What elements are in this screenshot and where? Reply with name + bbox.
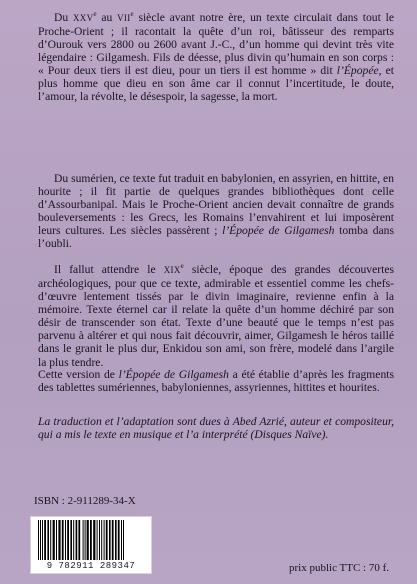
barcode-bar — [118, 520, 120, 560]
barcode-bar — [65, 520, 66, 560]
barcode-bar — [104, 520, 105, 560]
barcode-bar — [56, 520, 57, 560]
barcode-bar — [58, 520, 60, 560]
isbn-label: ISBN : 2-911289-34-X — [34, 495, 136, 507]
paragraph-rediscovery — [38, 260, 394, 369]
italic-title: l’Épopée de Gilgamesh — [222, 224, 335, 238]
paragraph-version — [38, 368, 394, 394]
barcode-bar — [85, 520, 86, 560]
superscript: e — [180, 262, 184, 270]
century-numeral: XXV — [73, 12, 94, 23]
barcode — [30, 516, 152, 574]
text: La traduction et l’adaptation sont dues à Abed Azrié, auteur et compositeur, qui a mis le texte en musique et l’a interprété (Disques Naïve). — [38, 415, 394, 442]
barcode-bar — [78, 520, 80, 560]
text: au — [96, 10, 118, 24]
barcode-bar — [62, 520, 64, 560]
price-label: prix public TTC : 70 f. — [288, 562, 389, 574]
barcode-bar — [50, 520, 51, 560]
text: , et plus homme que dieu en son âme car il connut l’incertitude, le doute, l’amour, la révolte, le désespoir, la sagesse, la mort. — [38, 64, 394, 104]
text: tomba dans l’oubli. — [38, 224, 394, 251]
barcode-bar — [76, 520, 78, 560]
italic-title: l’Épopée de Gilgamesh — [118, 368, 229, 381]
text: siècle avant notre ère, un texte circulait dans tout le Proche-Orient ; il racontait la quête d’un roi, bâtisseur des remparts d’Ourouk vers 2800 ou 2600 avant J.-C., d’un homme qui devint très vite légendaire : Gilgamesh. Fils de déesse, plus divin qu’humain en son corps : « Pour deux tiers il est dieu, pour un tiers il est homme » dit — [38, 10, 394, 78]
barcode-bar — [109, 520, 111, 560]
barcode-bar — [99, 520, 100, 560]
barcode-bar — [87, 520, 89, 560]
text: Du sumérien, ce texte fut traduit en babylonien, en assyrien, en hittite, en hourite ; il fit partie de quelques grandes bibliothèques dont celle d’Assourbanipal. Mais le Proche-Orient ancien devait connaître de grands bouleversements : les Grecs, les Romains l’envahirent et lui imposèrent leurs cultures. Les siècles passèrent ; — [38, 172, 394, 238]
barcode-bar — [53, 520, 55, 560]
barcode-bar — [67, 520, 69, 560]
paragraph-history — [38, 172, 394, 251]
superscript: e — [130, 10, 134, 18]
barcode-bars — [37, 520, 145, 560]
text: Du — [54, 10, 73, 24]
barcode-bar — [115, 520, 117, 560]
barcode-bar — [40, 520, 41, 560]
text: a été établie d’après les fragments des tablettes sumériennes, babyloniennes, assyriennes, hittites et hourites. — [38, 368, 394, 395]
barcode-bar — [112, 520, 114, 560]
barcode-bar — [123, 520, 124, 560]
barcode-bar — [42, 520, 43, 560]
barcode-bar — [106, 520, 108, 560]
barcode-bar — [90, 520, 92, 560]
text: siècle, époque des grandes découvertes archéologiques, pour que ce texte, admirable et essentiel comme les chefs-d’œuvre lentement tissés par le divin imaginaire, revienne enfin à la mémoire. Texte éternel car il relate la quête d’un homme déchiré par son désir de transcender son état. Texte d’une beauté que le temps n’est pas parvenu à altérer et qui nous fait découvrir, aimer, Gilgamesh le héros taillé dans le granit le plus dur, Enkidou son ami, son frère, modelé dans l’argile la plus tendre. — [38, 262, 394, 369]
barcode-bar — [101, 520, 102, 560]
superscript: e — [93, 10, 97, 18]
italic-title: l’Épopée — [336, 64, 379, 78]
barcode-bar — [73, 520, 74, 560]
paragraph-translation-credit — [38, 415, 394, 441]
barcode-bar — [47, 520, 49, 560]
barcode-bar — [97, 520, 98, 560]
barcode-bar — [70, 520, 72, 560]
barcode-bar — [121, 520, 122, 560]
barcode-bar — [83, 520, 84, 560]
barcode-bar — [93, 520, 95, 560]
paragraph-intro — [38, 8, 394, 104]
text: Il fallut attendre le — [54, 262, 164, 276]
century-numeral: VII — [117, 12, 131, 23]
barcode-number: 9 782911 289347 — [46, 561, 136, 571]
barcode-bar — [44, 520, 46, 560]
text: Cette version de — [38, 368, 119, 381]
century-numeral: XIX — [163, 264, 181, 275]
barcode-bar — [38, 520, 39, 560]
